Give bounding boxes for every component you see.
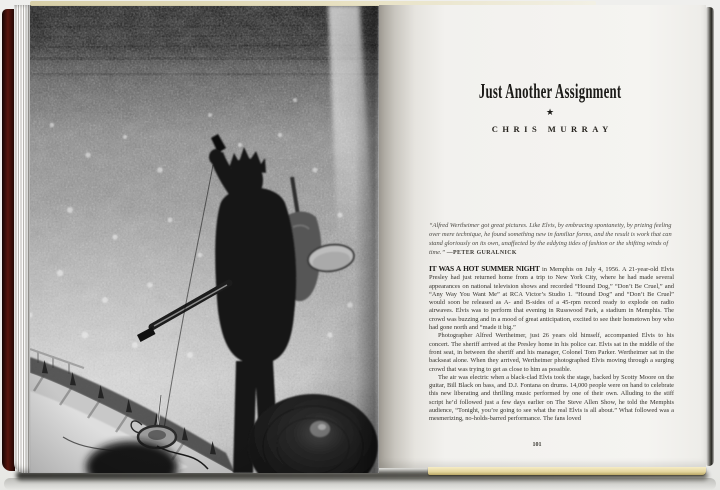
right-page	[379, 5, 706, 468]
epigraph-quote: “Alfred Wertheimer got great pictures. Like Elvis, by embracing spontaneity, by prizing feeling over mere technique, he found something new in familiar forms, and the result is work that can stand gloriously on its own, unaffected by the eddying tides of fashion or the shifting winds of time.”	[429, 222, 672, 256]
bottom-page-edges	[428, 467, 706, 475]
gutter-shading	[355, 5, 379, 473]
essay-paragraph: Photographer Alfred Wertheimer, just 26 years old himself, accompanied Elvis to his concert. The sheriff arrived at the Presley home in his police car. Elvis sat in the middle of the front seat, in between the sheriff and his manager, Colonel Tom Parker. Wertheimer sat in the backseat alone. When they arrived, Wertheimer photographed Elvis moving through a surging crowd that was trying to get as close to him as possible.	[429, 332, 674, 373]
concert-photograph	[30, 5, 379, 473]
star-icon: ★	[545, 107, 555, 117]
epigraph	[429, 221, 674, 258]
right-page-edge	[706, 7, 714, 466]
lead-in-heading: IT WAS A HOT SUMMER NIGHT	[429, 264, 540, 273]
author-byline: CHRIS MURRAY	[491, 124, 613, 134]
epigraph-attribution: —PETER GURALNICK	[446, 250, 517, 256]
essay-paragraph: IT WAS A HOT SUMMER NIGHT in Memphis on July 4, 1956. A 21-year-old Elvis Presley had just returned home from a trip to New York City, where he had made several appearances on national television shows and recorded “Hound Dog,” “Don’t Be Cruel,” and “Any Way You Want Me” at RCA Victor’s Studio 1. “Hound Dog” and “Don’t Be Cruel” would soon be released as A- and B-sides of a 45-rpm record ready to explode on radio airwaves. Elvis was to perform that evening in Russwood Park, a stadium in Memphis. The crowd was buzzing and in a mood of great anticipation, excited to see their hometown boy who had gone north and “made it big.”	[429, 264, 675, 332]
page-number: 101	[532, 442, 542, 448]
left-page-edges	[14, 5, 31, 473]
essay-paragraph: The air was electric when a black-clad Elvis took the stage, backed by Scotty Moore on the guitar, Bill Black on bass, and D.J. Fontana on drums. 14,000 people were on hand to celebrate this new liberating and thrilling music performed by one of their own. Alluding to the stiff script he’d followed just a few days earlier on The Steve Allen Show, he told the Memphis audience, “Tonight, you’re going to see what the real Elvis is all about.” What followed was a mesmerizing, no-holds-barred performance. The fans loved	[429, 373, 674, 423]
essay-body	[429, 265, 674, 424]
floor-shadow-fade	[4, 478, 716, 490]
essay-title: Just Another Assignment	[478, 81, 622, 104]
